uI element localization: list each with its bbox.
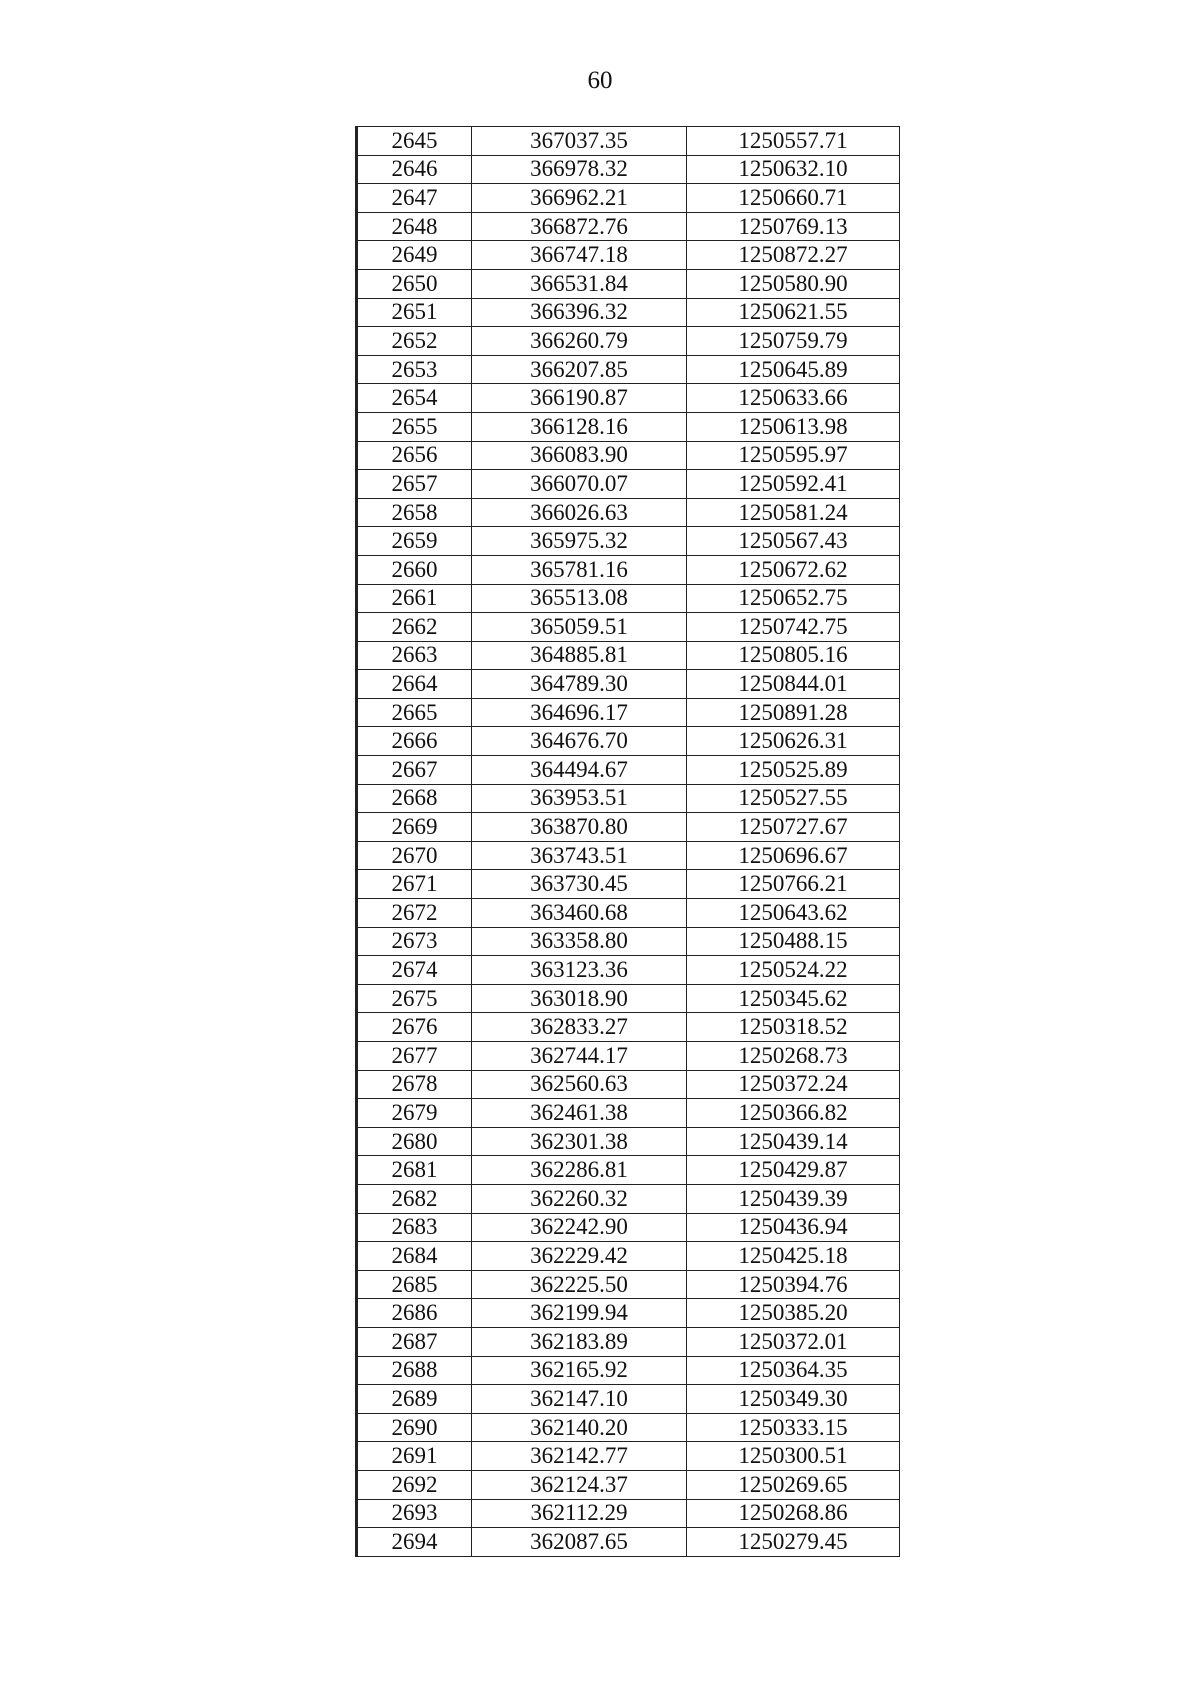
y-coordinate-cell: 1250805.16 <box>687 641 900 670</box>
x-coordinate-cell: 363018.90 <box>472 984 687 1013</box>
y-coordinate-cell: 1250557.71 <box>687 127 900 156</box>
point-number-cell: 2658 <box>357 498 472 527</box>
point-number-cell: 2663 <box>357 641 472 670</box>
x-coordinate-cell: 362183.89 <box>472 1327 687 1356</box>
table-row <box>357 613 900 642</box>
y-coordinate-cell: 1250425.18 <box>687 1242 900 1271</box>
y-coordinate-cell: 1250595.97 <box>687 441 900 470</box>
x-coordinate-cell: 364885.81 <box>472 641 687 670</box>
table-row <box>357 498 900 527</box>
x-coordinate-cell: 363870.80 <box>472 813 687 842</box>
point-number-cell: 2681 <box>357 1156 472 1185</box>
table-row <box>357 1042 900 1071</box>
y-coordinate-cell: 1250385.20 <box>687 1299 900 1328</box>
point-number-cell: 2678 <box>357 1070 472 1099</box>
table-row <box>357 555 900 584</box>
point-number-cell: 2660 <box>357 555 472 584</box>
point-number-cell: 2690 <box>357 1413 472 1442</box>
point-number-cell: 2668 <box>357 784 472 813</box>
x-coordinate-cell: 362229.42 <box>472 1242 687 1271</box>
table-row <box>357 1470 900 1499</box>
y-coordinate-cell: 1250742.75 <box>687 613 900 642</box>
x-coordinate-cell: 367037.35 <box>472 127 687 156</box>
x-coordinate-cell: 362112.29 <box>472 1499 687 1528</box>
point-number-cell: 2655 <box>357 412 472 441</box>
y-coordinate-cell: 1250645.89 <box>687 355 900 384</box>
table-row <box>357 927 900 956</box>
y-coordinate-cell: 1250524.22 <box>687 956 900 985</box>
table-row <box>357 441 900 470</box>
point-number-cell: 2687 <box>357 1327 472 1356</box>
table-row <box>357 784 900 813</box>
y-coordinate-cell: 1250349.30 <box>687 1385 900 1414</box>
x-coordinate-cell: 363743.51 <box>472 841 687 870</box>
table-row <box>357 355 900 384</box>
table-row <box>357 1327 900 1356</box>
point-number-cell: 2666 <box>357 727 472 756</box>
point-number-cell: 2665 <box>357 698 472 727</box>
table-row <box>357 1213 900 1242</box>
point-number-cell: 2657 <box>357 470 472 499</box>
x-coordinate-cell: 366396.32 <box>472 298 687 327</box>
x-coordinate-cell: 365513.08 <box>472 584 687 613</box>
y-coordinate-cell: 1250592.41 <box>687 470 900 499</box>
x-coordinate-cell: 365781.16 <box>472 555 687 584</box>
x-coordinate-cell: 365059.51 <box>472 613 687 642</box>
x-coordinate-cell: 362560.63 <box>472 1070 687 1099</box>
y-coordinate-cell: 1250429.87 <box>687 1156 900 1185</box>
y-coordinate-cell: 1250372.24 <box>687 1070 900 1099</box>
x-coordinate-cell: 362199.94 <box>472 1299 687 1328</box>
coordinates-table <box>355 126 900 1557</box>
point-number-cell: 2653 <box>357 355 472 384</box>
point-number-cell: 2693 <box>357 1499 472 1528</box>
table-row <box>357 1356 900 1385</box>
y-coordinate-cell: 1250527.55 <box>687 784 900 813</box>
table-row <box>357 1442 900 1471</box>
y-coordinate-cell: 1250872.27 <box>687 241 900 270</box>
x-coordinate-cell: 366128.16 <box>472 412 687 441</box>
y-coordinate-cell: 1250643.62 <box>687 899 900 928</box>
point-number-cell: 2683 <box>357 1213 472 1242</box>
y-coordinate-cell: 1250769.13 <box>687 212 900 241</box>
table-row <box>357 269 900 298</box>
point-number-cell: 2675 <box>357 984 472 1013</box>
y-coordinate-cell: 1250333.15 <box>687 1413 900 1442</box>
y-coordinate-cell: 1250300.51 <box>687 1442 900 1471</box>
table-row <box>357 756 900 785</box>
point-number-cell: 2662 <box>357 613 472 642</box>
y-coordinate-cell: 1250488.15 <box>687 927 900 956</box>
point-number-cell: 2645 <box>357 127 472 156</box>
table-row <box>357 412 900 441</box>
x-coordinate-cell: 362286.81 <box>472 1156 687 1185</box>
y-coordinate-cell: 1250269.65 <box>687 1470 900 1499</box>
table-row <box>357 1013 900 1042</box>
point-number-cell: 2694 <box>357 1528 472 1557</box>
point-number-cell: 2684 <box>357 1242 472 1271</box>
table-row <box>357 641 900 670</box>
y-coordinate-cell: 1250268.86 <box>687 1499 900 1528</box>
x-coordinate-cell: 366747.18 <box>472 241 687 270</box>
point-number-cell: 2650 <box>357 269 472 298</box>
point-number-cell: 2654 <box>357 384 472 413</box>
x-coordinate-cell: 366207.85 <box>472 355 687 384</box>
table-row <box>357 1099 900 1128</box>
point-number-cell: 2671 <box>357 870 472 899</box>
x-coordinate-cell: 363953.51 <box>472 784 687 813</box>
table-row <box>357 527 900 556</box>
point-number-cell: 2646 <box>357 155 472 184</box>
table-row <box>357 813 900 842</box>
x-coordinate-cell: 366872.76 <box>472 212 687 241</box>
table-row <box>357 841 900 870</box>
y-coordinate-cell: 1250632.10 <box>687 155 900 184</box>
point-number-cell: 2656 <box>357 441 472 470</box>
table-row <box>357 212 900 241</box>
table-row <box>357 670 900 699</box>
point-number-cell: 2670 <box>357 841 472 870</box>
point-number-cell: 2677 <box>357 1042 472 1071</box>
table-row <box>357 698 900 727</box>
table-row <box>357 584 900 613</box>
x-coordinate-cell: 366962.21 <box>472 184 687 213</box>
point-number-cell: 2664 <box>357 670 472 699</box>
point-number-cell: 2674 <box>357 956 472 985</box>
x-coordinate-cell: 363460.68 <box>472 899 687 928</box>
point-number-cell: 2680 <box>357 1127 472 1156</box>
x-coordinate-cell: 362744.17 <box>472 1042 687 1071</box>
point-number-cell: 2673 <box>357 927 472 956</box>
table-row <box>357 984 900 1013</box>
table-row <box>357 1413 900 1442</box>
y-coordinate-cell: 1250652.75 <box>687 584 900 613</box>
page-number: 60 <box>587 67 613 94</box>
y-coordinate-cell: 1250660.71 <box>687 184 900 213</box>
y-coordinate-cell: 1250672.62 <box>687 555 900 584</box>
x-coordinate-cell: 362147.10 <box>472 1385 687 1414</box>
x-coordinate-cell: 362087.65 <box>472 1528 687 1557</box>
x-coordinate-cell: 362461.38 <box>472 1099 687 1128</box>
point-number-cell: 2661 <box>357 584 472 613</box>
x-coordinate-cell: 362301.38 <box>472 1127 687 1156</box>
y-coordinate-cell: 1250613.98 <box>687 412 900 441</box>
table-row <box>357 155 900 184</box>
y-coordinate-cell: 1250581.24 <box>687 498 900 527</box>
point-number-cell: 2649 <box>357 241 472 270</box>
point-number-cell: 2669 <box>357 813 472 842</box>
point-number-cell: 2682 <box>357 1184 472 1213</box>
table-row <box>357 1385 900 1414</box>
y-coordinate-cell: 1250439.14 <box>687 1127 900 1156</box>
x-coordinate-cell: 363358.80 <box>472 927 687 956</box>
y-coordinate-cell: 1250318.52 <box>687 1013 900 1042</box>
point-number-cell: 2676 <box>357 1013 472 1042</box>
table-row <box>357 727 900 756</box>
coordinates-table-body <box>357 127 900 1557</box>
table-row <box>357 470 900 499</box>
x-coordinate-cell: 364494.67 <box>472 756 687 785</box>
point-number-cell: 2647 <box>357 184 472 213</box>
y-coordinate-cell: 1250372.01 <box>687 1327 900 1356</box>
point-number-cell: 2659 <box>357 527 472 556</box>
table-row <box>357 1156 900 1185</box>
table-row <box>357 1299 900 1328</box>
table-row <box>357 1528 900 1557</box>
y-coordinate-cell: 1250696.67 <box>687 841 900 870</box>
y-coordinate-cell: 1250366.82 <box>687 1099 900 1128</box>
table-row <box>357 1070 900 1099</box>
table-row <box>357 956 900 985</box>
y-coordinate-cell: 1250279.45 <box>687 1528 900 1557</box>
x-coordinate-cell: 362124.37 <box>472 1470 687 1499</box>
point-number-cell: 2685 <box>357 1270 472 1299</box>
y-coordinate-cell: 1250727.67 <box>687 813 900 842</box>
x-coordinate-cell: 364696.17 <box>472 698 687 727</box>
x-coordinate-cell: 363730.45 <box>472 870 687 899</box>
y-coordinate-cell: 1250626.31 <box>687 727 900 756</box>
table-row <box>357 127 900 156</box>
table-row <box>357 1242 900 1271</box>
x-coordinate-cell: 363123.36 <box>472 956 687 985</box>
point-number-cell: 2652 <box>357 327 472 356</box>
y-coordinate-cell: 1250525.89 <box>687 756 900 785</box>
y-coordinate-cell: 1250844.01 <box>687 670 900 699</box>
y-coordinate-cell: 1250580.90 <box>687 269 900 298</box>
x-coordinate-cell: 366531.84 <box>472 269 687 298</box>
table-row <box>357 241 900 270</box>
y-coordinate-cell: 1250439.39 <box>687 1184 900 1213</box>
point-number-cell: 2692 <box>357 1470 472 1499</box>
table-row <box>357 1270 900 1299</box>
table-row <box>357 384 900 413</box>
x-coordinate-cell: 362225.50 <box>472 1270 687 1299</box>
y-coordinate-cell: 1250345.62 <box>687 984 900 1013</box>
x-coordinate-cell: 366260.79 <box>472 327 687 356</box>
x-coordinate-cell: 366190.87 <box>472 384 687 413</box>
y-coordinate-cell: 1250759.79 <box>687 327 900 356</box>
table-row <box>357 870 900 899</box>
table-row <box>357 298 900 327</box>
point-number-cell: 2667 <box>357 756 472 785</box>
point-number-cell: 2651 <box>357 298 472 327</box>
table-row <box>357 1499 900 1528</box>
y-coordinate-cell: 1250633.66 <box>687 384 900 413</box>
point-number-cell: 2689 <box>357 1385 472 1414</box>
point-number-cell: 2688 <box>357 1356 472 1385</box>
x-coordinate-cell: 365975.32 <box>472 527 687 556</box>
y-coordinate-cell: 1250364.35 <box>687 1356 900 1385</box>
x-coordinate-cell: 366070.07 <box>472 470 687 499</box>
table-row <box>357 1184 900 1213</box>
x-coordinate-cell: 366978.32 <box>472 155 687 184</box>
x-coordinate-cell: 362260.32 <box>472 1184 687 1213</box>
x-coordinate-cell: 362833.27 <box>472 1013 687 1042</box>
x-coordinate-cell: 366083.90 <box>472 441 687 470</box>
y-coordinate-cell: 1250621.55 <box>687 298 900 327</box>
x-coordinate-cell: 366026.63 <box>472 498 687 527</box>
y-coordinate-cell: 1250436.94 <box>687 1213 900 1242</box>
table-row <box>357 184 900 213</box>
point-number-cell: 2679 <box>357 1099 472 1128</box>
x-coordinate-cell: 362140.20 <box>472 1413 687 1442</box>
y-coordinate-cell: 1250766.21 <box>687 870 900 899</box>
x-coordinate-cell: 362165.92 <box>472 1356 687 1385</box>
table-row <box>357 327 900 356</box>
y-coordinate-cell: 1250268.73 <box>687 1042 900 1071</box>
table-row <box>357 1127 900 1156</box>
x-coordinate-cell: 364676.70 <box>472 727 687 756</box>
point-number-cell: 2691 <box>357 1442 472 1471</box>
point-number-cell: 2686 <box>357 1299 472 1328</box>
point-number-cell: 2672 <box>357 899 472 928</box>
x-coordinate-cell: 362242.90 <box>472 1213 687 1242</box>
x-coordinate-cell: 362142.77 <box>472 1442 687 1471</box>
y-coordinate-cell: 1250394.76 <box>687 1270 900 1299</box>
y-coordinate-cell: 1250567.43 <box>687 527 900 556</box>
table-row <box>357 899 900 928</box>
point-number-cell: 2648 <box>357 212 472 241</box>
x-coordinate-cell: 364789.30 <box>472 670 687 699</box>
y-coordinate-cell: 1250891.28 <box>687 698 900 727</box>
